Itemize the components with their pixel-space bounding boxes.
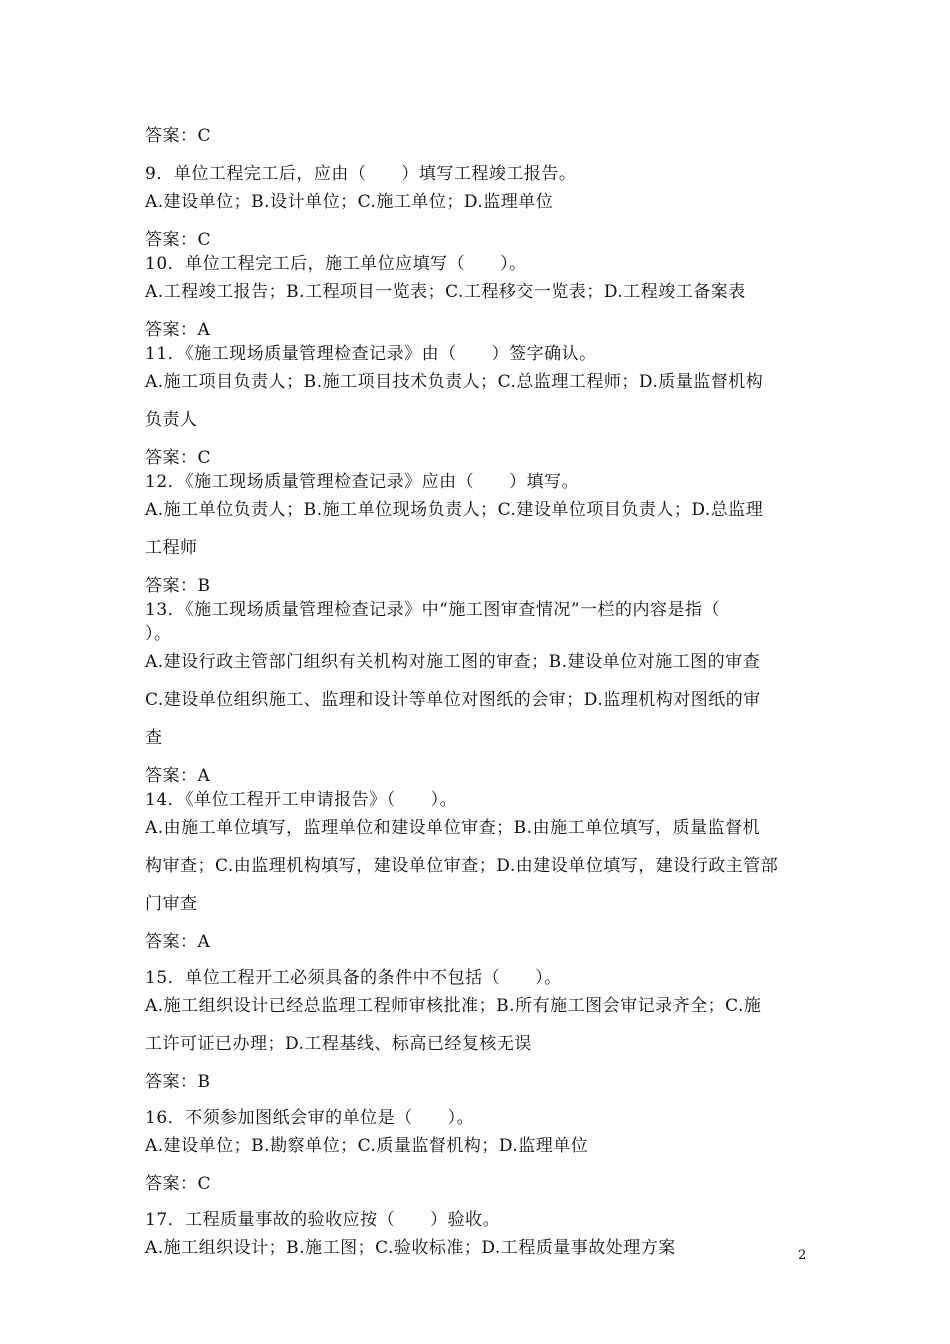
question-line: 16．不须参加图纸会审的单位是（ ）。 [145, 1108, 475, 1128]
answer-line: 答案：B [145, 1072, 211, 1092]
document-body [145, 124, 810, 1260]
options-line-continued: C.建设单位组织施工、监理和设计等单位对图纸的会审；D.监理机构对图纸的审 [145, 690, 761, 710]
question-line: 15．单位工程开工必须具备的条件中不包括（ ）。 [145, 968, 562, 988]
answer-line: 答案：A [145, 932, 211, 952]
options-line: A.施工组织设计；B.施工图；C.验收标准；D.工程质量事故处理方案 [145, 1238, 676, 1258]
options-line-continued: 工许可证已办理；D.工程基线、标高已经复核无误 [145, 1034, 532, 1054]
answer-line: 答案：A [145, 766, 211, 786]
question-line: 13．《施工现场质量管理检查记录》中“施工图审查情况”一栏的内容是指（ [145, 600, 721, 620]
question-line: 11．《施工现场质量管理检查记录》由（ ）签字确认。 [145, 344, 597, 364]
options-line: A.施工单位负责人；B.施工单位现场负责人；C.建设单位项目负责人；D.总监理 [145, 500, 764, 520]
question-line: 9．单位工程完工后，应由（ ）填写工程竣工报告。 [145, 164, 577, 184]
answer-line: 答案：C [145, 1174, 212, 1194]
options-line-continued: 查 [145, 728, 163, 748]
options-line-continued: 门审查 [145, 894, 198, 914]
answer-line: 答案：C [145, 230, 212, 250]
question-line-continued: ）。 [145, 624, 172, 644]
options-line: A.建设单位；B.设计单位；C.施工单位；D.监理单位 [145, 192, 554, 212]
question-line: 10．单位工程完工后，施工单位应填写（ ）。 [145, 254, 527, 274]
options-line-continued: 负责人 [145, 410, 198, 430]
options-line: A.工程竣工报告；B.工程项目一览表；C.工程移交一览表；D.工程竣工备案表 [145, 282, 746, 302]
options-line: A.由施工单位填写，监理单位和建设单位审查；B.由施工单位填写，质量监督机 [145, 818, 761, 838]
answer-line: 答案：B [145, 576, 211, 596]
options-line: A.建设单位；B.勘察单位；C.质量监督机构；D.监理单位 [145, 1136, 589, 1156]
options-line: A.施工组织设计已经总监理工程师审核批准；B.所有施工图会审记录齐全；C.施 [145, 996, 762, 1016]
answer-line: 答案：A [145, 320, 211, 340]
question-line: 14．《单位工程开工申请报告》（ ）。 [145, 790, 458, 810]
options-line: A.施工项目负责人；B.施工项目技术负责人；C.总监理工程师；D.质量监督机构 [145, 372, 764, 392]
options-line-continued: 构审查；C.由监理机构填写，建设单位审查；D.由建设单位填写，建设行政主管部 [145, 856, 779, 876]
answer-line: 答案：C [145, 126, 212, 146]
question-line: 17．工程质量事故的验收应按（ ）验收。 [145, 1210, 501, 1230]
options-line: A.建设行政主管部门组织有关机构对施工图的审查；B.建设单位对施工图的审查 [145, 652, 761, 672]
answer-line: 答案：C [145, 448, 212, 468]
options-line-continued: 工程师 [145, 538, 198, 558]
page-number: 2 [798, 1248, 807, 1263]
question-line: 12．《施工现场质量管理检查记录》应由（ ）填写。 [145, 472, 580, 492]
